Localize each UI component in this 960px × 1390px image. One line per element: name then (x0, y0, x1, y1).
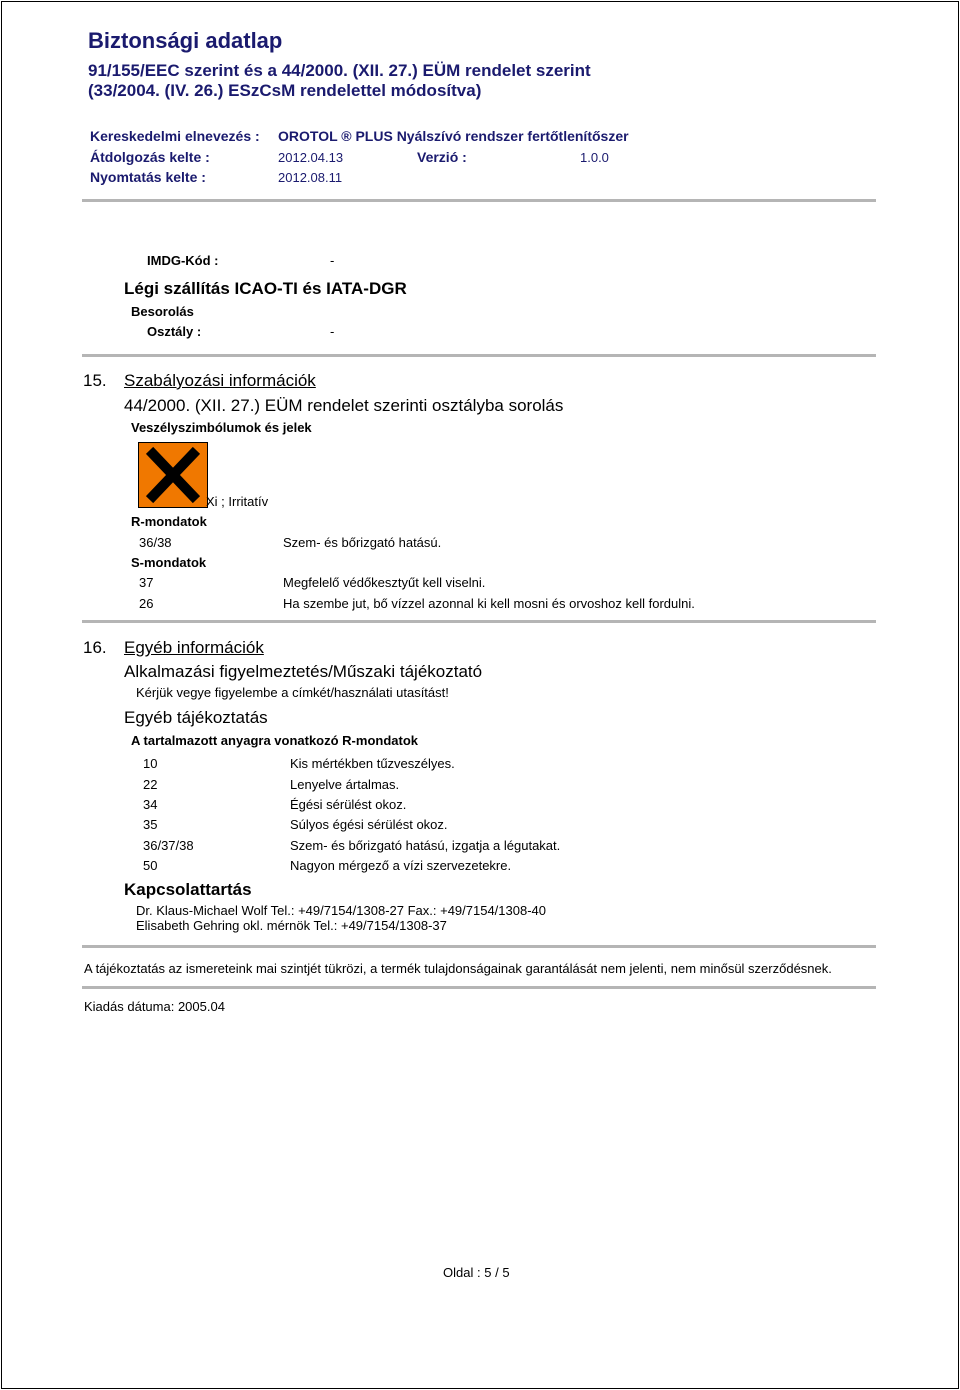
trade-name-label: Kereskedelmi elnevezés : (90, 128, 260, 144)
contact-heading: Kapcsolattartás (124, 880, 252, 899)
print-date-value: 2012.08.11 (278, 170, 343, 185)
s-phrase-code: 37 (139, 575, 154, 590)
revision-date-label: Átdolgozás kelte : (90, 149, 210, 165)
regulation-line-2: (33/2004. (IV. 26.) ESzCsM rendelettel módosítva) (88, 81, 482, 100)
version-label: Verzió : (417, 149, 467, 165)
s-phrase-text: Megfelelő védőkesztyűt kell viselni. (283, 575, 486, 590)
revision-date-value: 2012.04.13 (278, 150, 344, 165)
s-phrases-label: S-mondatok (131, 555, 207, 570)
hazard-symbol-caption: Xi ; Irritatív (206, 494, 269, 509)
classification-label: Besorolás (131, 304, 194, 319)
disclaimer-text: A tájékoztatás az ismereteink mai szintjét tükrözi, a termék tulajdonságainak garantálását nem jelenti, nem minősül szerződésnek. (84, 961, 832, 976)
class-label: Osztály : (147, 324, 202, 339)
divider (82, 620, 876, 623)
trade-name-value: OROTOL ® PLUS Nyálszívó rendszer fertőtlenítőszer (278, 128, 629, 144)
page-total: 5 (502, 1265, 510, 1280)
imdg-value: - (330, 253, 335, 268)
usage-text: Kérjük vegye figyelembe a címkét/használati utasítást! (136, 685, 449, 700)
irritant-x-icon (138, 442, 208, 508)
r-phrase-code: 34 (143, 797, 158, 812)
divider (82, 199, 876, 202)
r-phrase-text: Súlyos égési sérülést okoz. (290, 817, 448, 832)
r-phrase-code: 22 (143, 777, 158, 792)
divider (82, 354, 876, 357)
contact-line-2: Elisabeth Gehring okl. mérnök Tel.: +49/7154/1308-37 (136, 918, 447, 933)
issue-date: Kiadás dátuma: 2005.04 (84, 999, 225, 1014)
contained-r-phrases-label: A tartalmazott anyagra vonatkozó R-mondatok (131, 733, 419, 748)
hazard-symbols-label: Veszélyszimbólumok és jelek (131, 420, 312, 435)
divider (82, 945, 876, 948)
r-phrases-label: R-mondatok (131, 514, 207, 529)
page-current: 5 (484, 1265, 492, 1280)
r-phrase-text: Lenyelve ártalmas. (290, 777, 400, 792)
usage-heading: Alkalmazási figyelmeztetés/Műszaki tájékoztató (124, 662, 483, 681)
s-phrase-text: Ha szembe jut, bő vízzel azonnal ki kell mosni és orvoshoz kell fordulni. (283, 596, 695, 611)
r-phrase-code: 50 (143, 858, 158, 873)
r-phrase-text: Szem- és bőrizgató hatású. (283, 535, 442, 550)
r-phrase-text: Nagyon mérgező a vízi szervezetekre. (290, 858, 512, 873)
r-phrase-text: Égési sérülést okoz. (290, 797, 407, 812)
air-transport-heading: Légi szállítás ICAO-TI és IATA-DGR (124, 279, 407, 298)
r-phrase-text: Szem- és bőrizgató hatású, izgatja a légutakat. (290, 838, 561, 853)
other-info-heading: Egyéb tájékoztatás (124, 708, 268, 727)
divider (82, 986, 876, 989)
page-label: Oldal : (443, 1265, 481, 1280)
r-phrase-text: Kis mértékben tűzveszélyes. (290, 756, 455, 771)
r-phrase-code: 35 (143, 817, 158, 832)
r-phrase-code: 10 (143, 756, 158, 771)
r-phrase-code: 36/38 (139, 535, 172, 550)
document-title: Biztonsági adatlap (88, 28, 283, 53)
section-15-title: Szabályozási információk (124, 371, 316, 390)
page-separator: / (495, 1265, 499, 1280)
version-value: 1.0.0 (580, 150, 609, 165)
section-15-number: 15. (83, 371, 107, 390)
section-16-number: 16. (83, 638, 107, 657)
print-date-label: Nyomtatás kelte : (90, 169, 206, 185)
section-15-subheading: 44/2000. (XII. 27.) EÜM rendelet szerinti osztályba sorolás (124, 396, 564, 415)
page-indicator (443, 1265, 510, 1280)
s-phrase-code: 26 (139, 596, 154, 611)
regulation-line-1: 91/155/EEC szerint és a 44/2000. (XII. 27.) EÜM rendelet szerint (88, 61, 591, 80)
imdg-label: IMDG-Kód : (147, 253, 219, 268)
r-phrase-code: 36/37/38 (143, 838, 194, 853)
contact-line-1: Dr. Klaus-Michael Wolf Tel.: +49/7154/1308-27 Fax.: +49/7154/1308-40 (136, 903, 547, 918)
section-16-title: Egyéb információk (124, 638, 264, 657)
class-value: - (330, 324, 335, 339)
